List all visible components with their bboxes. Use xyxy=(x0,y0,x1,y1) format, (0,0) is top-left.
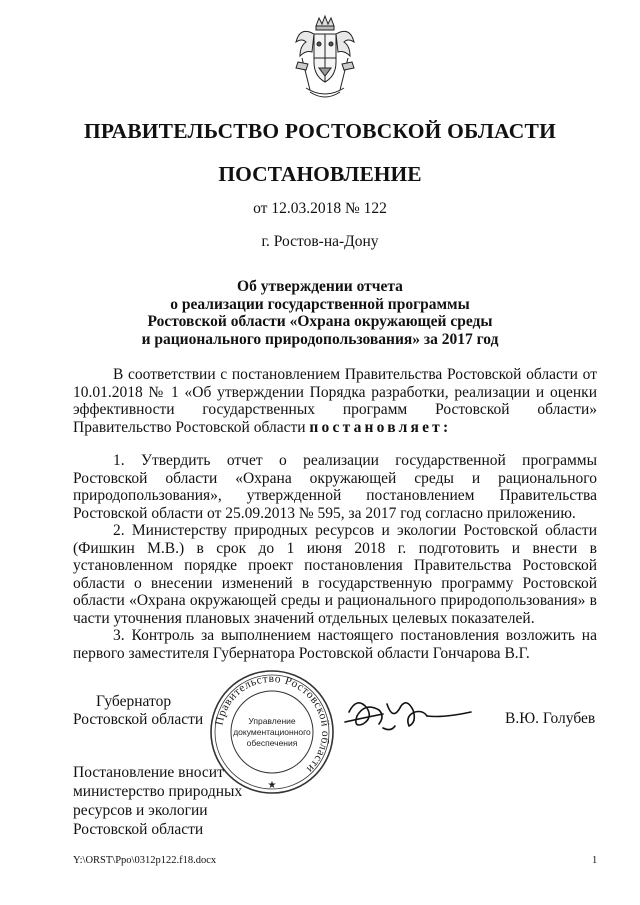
resolution-verb: постановляет: xyxy=(309,418,452,436)
title-line: и рационального природопользования» за 2017 год xyxy=(141,330,499,348)
stamp-ring-text: Правительство Ростовской области xyxy=(213,672,332,776)
item-1-paragraph: 1. Утвердить отчет о реализации государственной программы Ростовской области «Охрана окружающей среды и рационального природопользования», утвержденной постановлением Правительства Ростовской области от 25.09.2013 № 595, за 2017 год согласно приложению. xyxy=(73,452,597,522)
title-line: Ростовской области «Охрана окружающей среды xyxy=(147,313,493,330)
title-line: Об утверждении отчета xyxy=(237,278,403,295)
item-2-paragraph: 2. Министерству природных ресурсов и экологии Ростовской области (Фишкин М.В.) в срок до 1 июня 2018 г. подготовить и внести в установленном порядке проект постановления Правительства Ростовской области о внесении изменений в государственную программу Ростовской области «Охрана окружающей среды и рационального природопользования» в части уточнения плановых значений отдельных целевых показателей. xyxy=(73,522,597,627)
file-path: Y:\ORST\Ppo\0312p122.f18.docx xyxy=(73,855,217,866)
document-type: ПОСТАНОВЛЕНИЕ xyxy=(218,162,422,186)
coat-of-arms-icon xyxy=(292,12,358,102)
document-title xyxy=(0,278,640,348)
city: г. Ростов-на-Дону xyxy=(261,233,379,250)
handwritten-signature xyxy=(343,692,475,744)
position-line: Губернатор xyxy=(96,693,172,710)
note-line: Постановление вносит xyxy=(73,764,224,781)
stamp-inner-line: обеспечения xyxy=(246,738,298,748)
page-number: 1 xyxy=(592,855,598,866)
preamble-text: В соответствии с постановлением Правительства Ростовской области от 10.01.2018 № 1 «Об утверждении Порядка разработки, реализации и оценки эффективности государственных программ Ростовской области» Правительство Ростовской области xyxy=(73,366,597,436)
note-line: министерство природных xyxy=(73,783,243,800)
submission-note xyxy=(73,763,242,839)
note-line: Ростовской области xyxy=(73,821,204,838)
date-and-number: от 12.03.2018 № 122 xyxy=(253,200,387,217)
title-line: о реализации государственной программы xyxy=(170,295,470,313)
organization-name: ПРАВИТЕЛЬСТВО РОСТОВСКОЙ ОБЛАСТИ xyxy=(83,119,556,143)
note-line: ресурсов и экологии xyxy=(73,802,208,819)
signatory-name: В.Ю. Голубев xyxy=(505,710,596,727)
preamble-paragraph xyxy=(73,366,597,436)
signatory-position xyxy=(73,693,203,728)
position-line: Ростовской области xyxy=(73,710,204,728)
svg-text:★: ★ xyxy=(267,780,277,791)
item-3-paragraph: 3. Контроль за выполнением настоящего постановления возложить на первого заместителя Губернатора Ростовской области Гончарова В.Г. xyxy=(73,627,597,662)
stamp-inner-line: Управление xyxy=(248,716,296,726)
stamp-inner-line: документационного xyxy=(233,727,311,737)
